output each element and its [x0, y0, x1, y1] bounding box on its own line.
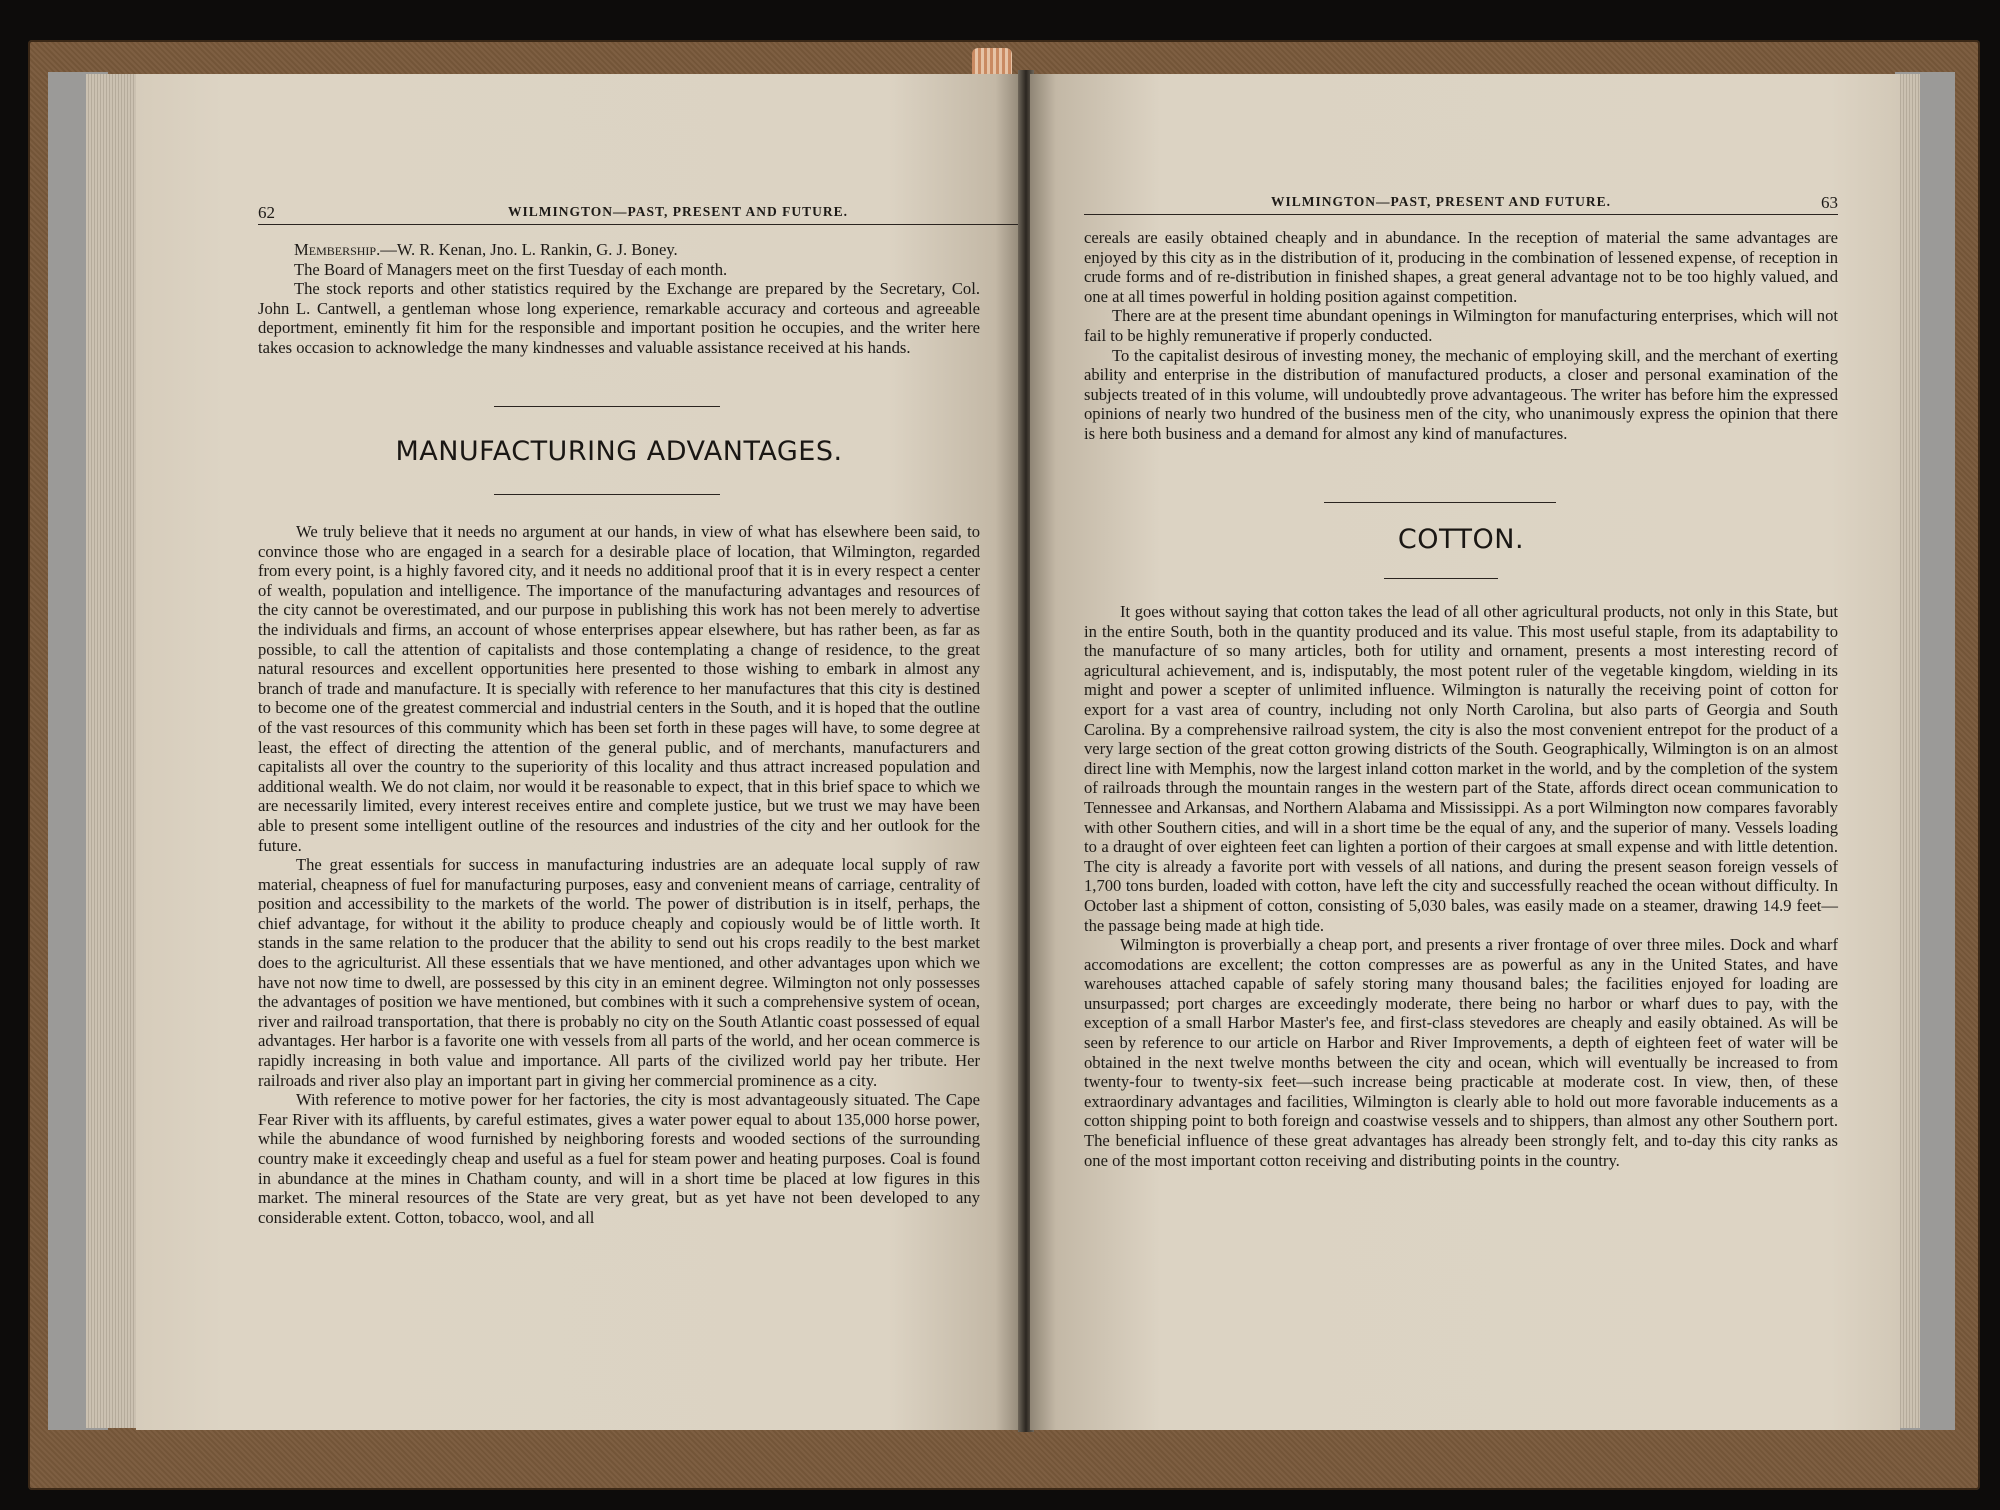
- body-paragraph: The great essentials for success in manufacturing industries are an adequate local supply of raw material, cheapness of fuel for manufacturing purposes, easy and convenient means of carriage, centrality of position and accessibility to the markets of the world. The power of distribution is in itself, perhaps, the chief advantage, for without it the ability to produce cheaply and copiously would be of little worth. It stands in the same relation to the producer that the ability to send out his crops readily to the best market does to the agriculturist. All these essentials that we have mentioned, and other advantages upon which we have not now time to dwell, are possessed by this city in an eminent degree. Wilmington not only possesses the advantages of position we have mentioned, but combines with it such a comprehensive system of ocean, river and railroad transportation, that there is probably no city on the South Atlantic coast possessed of equal advantages. Her harbor is a favorite one with vessels from all parts of the world, and her ocean commerce is rapidly increasing in both value and importance. All parts of the civilized world pay her tribute. Her railroads and river also play an important part in giving her commercial prominence as a city.: [258, 855, 980, 1090]
- left-running-head: [258, 202, 1038, 225]
- divider-rule: [1324, 502, 1556, 503]
- body-paragraph: We truly believe that it needs no argument at our hands, in view of what has elsewhere been said, to convince those who are engaged in a search for a desirable place of location, that Wilmington, regarded from every point, is a highly favored city, and it needs no additional proof that it is in every respect a center of wealth, population and intelligence. The importance of the manufacturing advantages and resources of the city cannot be overestimated, and our purpose in publishing this work has not been merely to advertise the individuals and firms, an account of whose enterprises appear elsewhere, but has rather been, as far as possible, to call the attention of capitalists and those contemplating a change of residence, to the great natural resources and excellent opportunities here presented to those wishing to embark in almost any branch of trade and manufacture. It is specially with reference to her manufactures that this city is destined to become one of the greatest commercial and industrial centers in the South, and it is hoped that the outline of the vast resources of this community which has been set forth in these pages will have, to some degree at least, the effect of directing the attention of the general public, and of merchants, manufacturers and capitalists all over the country to the superiority of this locality and thus attract increased population and additional wealth. We do not claim, nor would it be reasonable to expect, that in this brief space to which we are necessarily limited, every interest receives entire and complete justice, but we trust we may have been able to present some intelligent outline of the resources and industries of the city and her outlook for the future.: [258, 522, 980, 855]
- divider-rule: [494, 494, 720, 495]
- right-body-text: [1084, 602, 1838, 1170]
- right-page-number: 63: [1821, 193, 1838, 212]
- body-paragraph: Wilmington is proverbially a cheap port, and presents a river frontage of over three miles. Dock and wharf accomodations are excellent; the cotton compresses are as powerful as any in the United States, and have warehouses attached capable of safely storing many thousand bales; the facilities enjoyed for loading are unsurpassed; port charges are exceedingly moderate, there being no harbor or wharf dues to pay, with the exception of a small Harbor Master's fee, and first-class stevedores are cheaply and easily obtained. As will be seen by reference to our article on Harbor and River Improvements, a depth of eighteen feet of water will be obtained in the next twelve months between the city and ocean, which will eventually be increased to from twenty-four to twenty-six feet—such increase being practicable at moderate cost. In view, then, of these extraordinary advantages and facilities, Wilmington is clearly able to hold out more favorable inducements as a cotton shipping point to both foreign and coastwise vessels and to shippers, than almost any other Southern port. The beneficial influence of these great advantages has already been strongly felt, and to-day this city ranks as one of the most important cotton receiving and distributing points in the country.: [1084, 935, 1838, 1170]
- divider-rule: [494, 406, 720, 407]
- body-paragraph: To the capitalist desirous of investing money, the mechanic of employing skill, and the merchant of exerting ability and enterprise in the distribution of manufactured products, a closer and personal examination of the subjects treated of in this volume, will undoubtedly prove advantageous. The writer has before him the expressed opinions of nearly two hundred of the business men of the city, who unanimously express the opinion that there is here both business and a demand for almost any kind of manufactures.: [1084, 345, 1838, 443]
- right-running-title: WILMINGTON—PAST, PRESENT AND FUTURE.: [1271, 194, 1611, 209]
- continued-paragraph: cereals are easily obtained cheaply and in abundance. In the reception of material the same advantages are enjoyed by this city as in the distribution of it, producing in the combination of lessened expense, of reception in crude forms and of re-distribution in finished shapes, a great general advantage not to be too highly valued, and one at all times powerful in holding position against competition.: [1084, 228, 1838, 306]
- right-top-text: [1084, 228, 1838, 444]
- body-paragraph: There are at the present time abundant openings in Wilmington for manufacturing enterprises, which will not fail to be highly remunerative if properly conducted.: [1084, 306, 1838, 345]
- divider-rule: [1384, 578, 1498, 579]
- headband: [972, 48, 1012, 74]
- membership-label: Membership.: [294, 240, 381, 259]
- right-running-head: [1084, 192, 1838, 215]
- section-heading-cotton: COTTON.: [1397, 524, 1525, 555]
- left-page-number: 62: [258, 203, 275, 222]
- right-page: [1030, 74, 1900, 1430]
- left-running-title: WILMINGTON—PAST, PRESENT AND FUTURE.: [508, 204, 848, 219]
- section-heading-manufacturing: MANUFACTURING ADVANTAGES.: [395, 436, 843, 467]
- left-body-text: [258, 522, 980, 1227]
- intro-paragraph: The Board of Managers meet on the first Tuesday of each month.: [294, 259, 728, 279]
- body-paragraph: With reference to motive power for her factories, the city is most advantageously situated. The Cape Fear River with its affluents, by careful estimates, gives a water power equal to about 135,000 horse power, while the abundance of wood furnished by neighboring forests and wooded sections of the surrounding country make it exceedingly cheap and useful as a fuel for steam power and heating purposes. Coal is found in abundance at the mines in Chatham county, and will in a short time be placed at low figures in this market. The mineral resources of the State are very great, but as yet have not been developed to any considerable extent. Cotton, tobacco, wool, and all: [258, 1090, 980, 1227]
- intro-paragraph: The stock reports and other statistics required by the Exchange are prepared by the Secretary, Col. John L. Cantwell, a gentleman whose long experience, remarkable accuracy and corteous and agreeable deportment, eminently fit him for the responsible and important position he occupies, and the writer here takes occasion to acknowledge the many kindnesses and valuable assistance received at his hands.: [258, 279, 980, 357]
- body-paragraph: It goes without saying that cotton takes the lead of all other agricultural products, not only in this State, but in the entire South, both in the quantity produced and its value. This most useful staple, from its adaptability to the manufacture of so many articles, both for utility and ornament, presents a most interesting record of agricultural achievement, and is, indisputably, the most potent ruler of the vegetable kingdom, wielding in its might and power a scepter of unlimited influence. Wilmington is naturally the receiving point of cotton for export for a vast area of country, including not only North Carolina, but also parts of Georgia and South Carolina. By a comprehensive railroad system, the city is also the most convenient entrepot for the product of a very large section of the great cotton growing districts of the South. Geographically, Wilmington is on an almost direct line with Memphis, now the largest inland cotton market in the world, and by the completion of the system of railroads through the mountain ranges in the western part of the State, affords direct ocean communication to Tennessee and Arkansas, and Northern Alabama and Mississippi. As a port Wilmington now compares favorably with other Southern cities, and will in a short time be the equal of any, and the superior of many. Vessels loading to a draught of over eighteen feet can lighten a portion of their cargoes at small expense and with little detention. The city is already a favorite port with vessels of all nations, and during the present season foreign vessels of 1,700 tons burden, loaded with cotton, have left the city and successfully reached the ocean without difficulty. In October last a shipment of cotton, consisting of 5,030 bales, was easily made on a steamer, drawing 14.9 feet—the passage being made at high tide.: [1084, 602, 1838, 935]
- left-intro-text: [258, 240, 980, 358]
- left-page: [136, 74, 1022, 1430]
- membership-text: —W. R. Kenan, Jno. L. Rankin, G. J. Boney.: [380, 240, 678, 259]
